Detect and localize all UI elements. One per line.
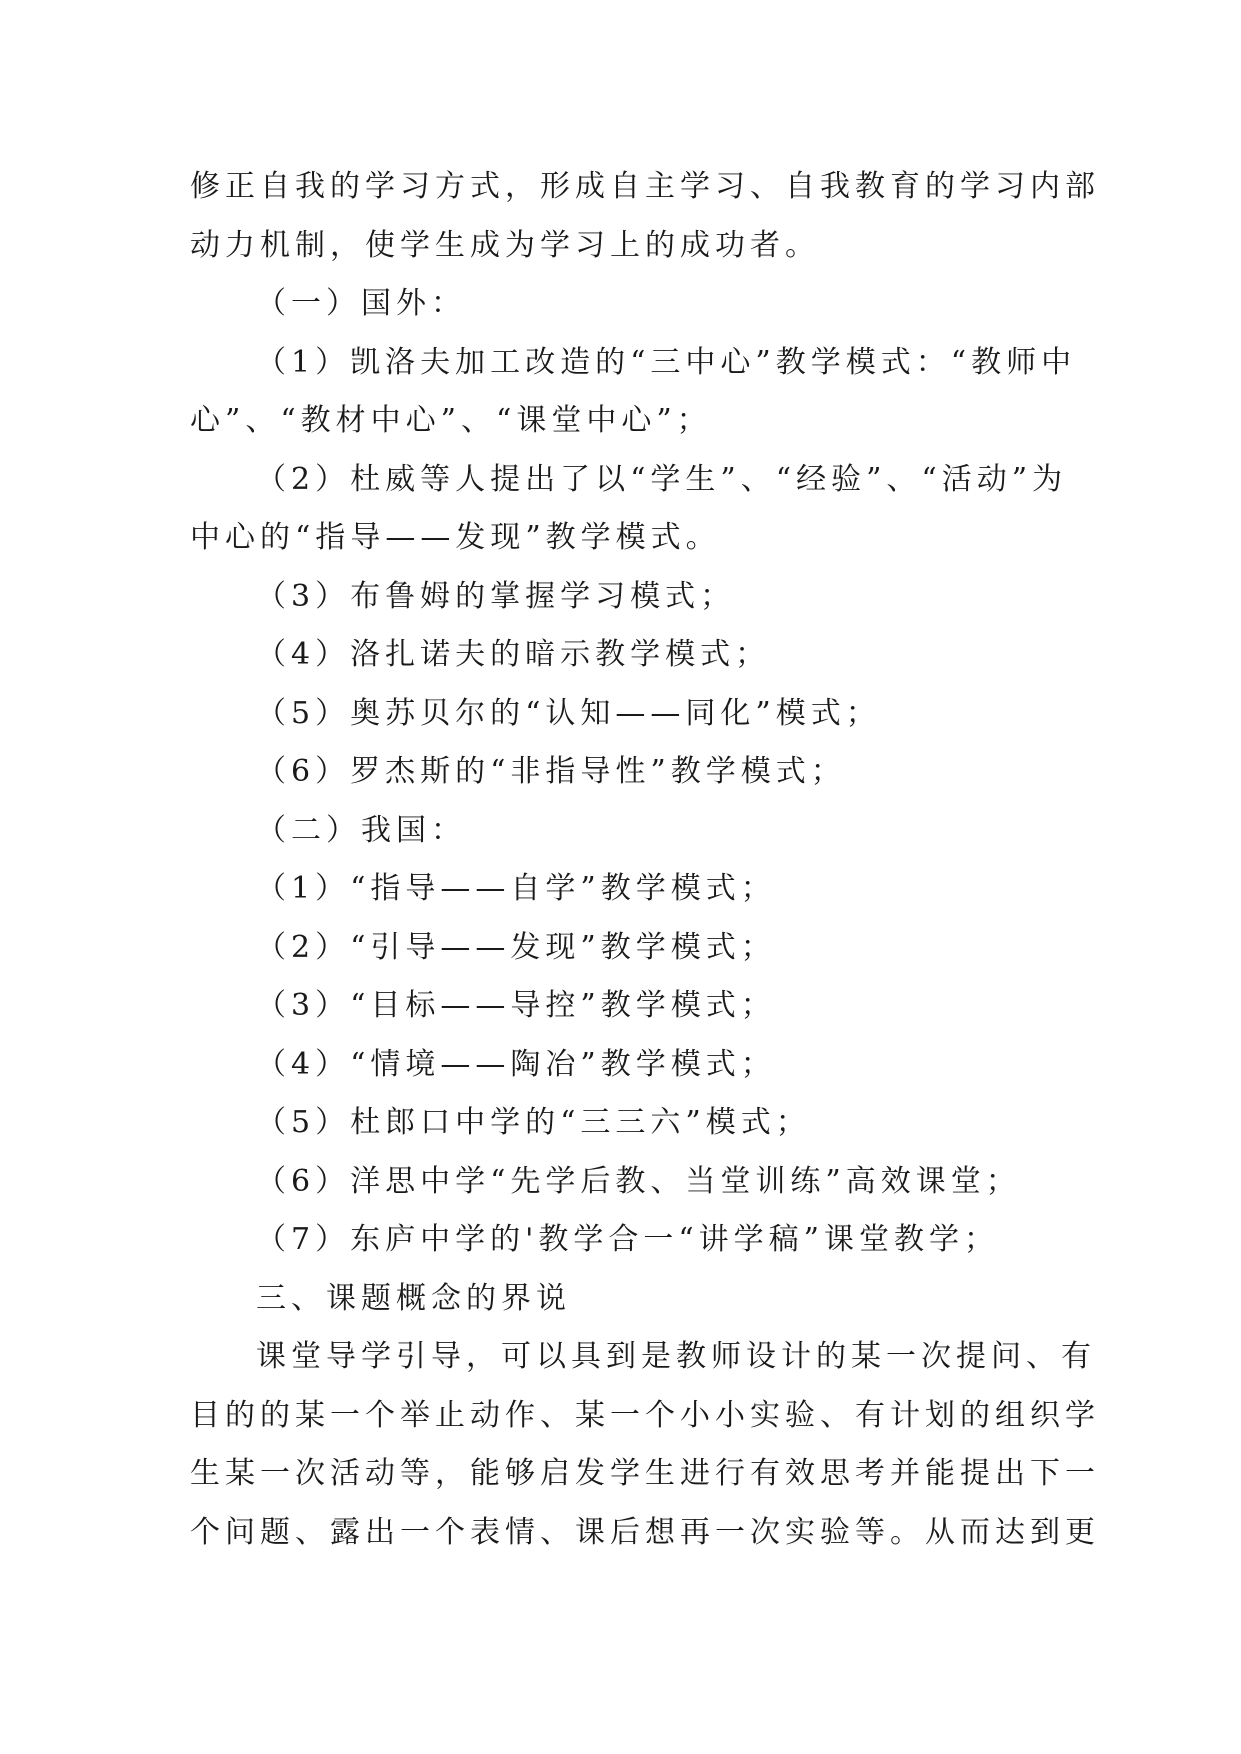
paragraph-foreign-3 [190,568,1050,627]
paragraph-domestic-2 [190,919,1050,978]
paragraph-foreign-1 [190,334,1077,451]
text-line: （2）“引导——发现”教学模式； [256,929,776,965]
text-line: （5）杜郎口中学的“三三六”模式； [256,1105,811,1140]
paragraph-domestic-1 [190,860,1050,919]
text-line: 目的的某一个举止动作、某一个小小实验、有计划的组织学 [190,1397,1100,1433]
text-line: 课堂导学引导，可以具到是教师设计的某一次提问、有 [256,1339,1096,1374]
paragraph-section-3-heading [190,1270,1050,1329]
paragraph-p-final [190,1328,1100,1562]
text-line: 修正自我的学习方式，形成自主学习、自我教育的学习内部 [190,169,1100,204]
text-line: （1）凯洛夫加工改造的“三中心”教学模式：“教师中 [256,344,1077,380]
text-line: 动力机制，使学生成为学习上的成功者。 [190,227,820,263]
paragraph-foreign-2 [190,451,1068,568]
text-line: （二）我国： [256,812,466,848]
text-line: 三、课题概念的界说 [256,1280,571,1316]
text-line: 中心的“指导——发现”教学模式。 [190,520,721,555]
text-line: （2）杜威等人提出了以“学生”、“经验”、“活动”为 [256,461,1068,497]
text-line: （3）“目标——导控”教学模式； [256,988,776,1023]
paragraph-domestic-7 [190,1211,1050,1270]
paragraph-domestic-heading [190,802,1050,861]
paragraph-domestic-6 [190,1153,1050,1212]
text-line: 个问题、露出一个表情、课后想再一次实验等。从而达到更 [190,1514,1100,1550]
paragraph-foreign-4 [190,626,1050,685]
text-line: 心”、“教材中心”、“课堂中心”； [190,403,712,438]
text-line: （4）“情境——陶冶”教学模式； [256,1046,776,1082]
text-line: （4）洛扎诺夫的暗示教学模式； [256,637,771,672]
paragraph-domestic-3 [190,977,1050,1036]
text-line: （6）洋思中学“先学后教、当堂训练”高效课堂； [256,1163,1021,1199]
paragraph-foreign-5 [190,685,1050,744]
text-line: （6）罗杰斯的“非指导性”教学模式； [256,754,846,789]
paragraph-domestic-5 [190,1094,1050,1153]
text-line: （5）奥苏贝尔的“认知——同化”模式； [256,695,881,731]
text-line: 生某一次活动等，能够启发学生进行有效思考并能提出下一 [190,1456,1100,1491]
text-line: （7）东庐中学的'教学合一“讲学稿”课堂教学； [256,1222,1000,1257]
text-line: （1）“指导——自学”教学模式； [256,871,776,906]
paragraph-foreign-6 [190,743,1050,802]
paragraph-p1 [190,158,1100,275]
document-page [190,158,1100,1562]
text-line: （3）布鲁姆的掌握学习模式； [256,578,736,614]
text-line: （一）国外： [256,286,466,321]
paragraph-foreign-heading [190,275,1050,334]
paragraph-domestic-4 [190,1036,1050,1095]
